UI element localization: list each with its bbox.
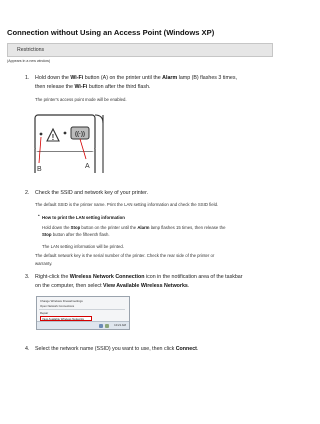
wireless-network-icon[interactable]: [105, 324, 109, 328]
text-run: lamp flashes 15 times, then release the: [149, 225, 226, 230]
text-run: then release the: [35, 83, 75, 90]
step-1-number: 1.: [25, 75, 30, 81]
panel-curve: [95, 115, 103, 123]
step-1-text: [35, 74, 295, 91]
step-2-sub: The default SSID is the printer name. Print the LAN setting information and check the SSID field.: [35, 202, 219, 207]
page-title: Connection without Using an Access Point (Windows XP): [7, 28, 215, 37]
restrictions-button[interactable]: [7, 43, 273, 57]
stop-label: Stop: [70, 225, 81, 230]
step-4-text: [35, 345, 198, 354]
step-1-line-1: [35, 74, 295, 83]
taskbar: [37, 321, 129, 329]
panel-bottom-edge: [35, 149, 95, 151]
alarm-lamp: [40, 133, 43, 136]
menu-item-network-connections[interactable]: Open Network Connections: [40, 304, 75, 308]
wifi-label: Wi-Fi: [70, 75, 84, 81]
label-a: A: [85, 163, 90, 170]
step-1-sub: The printer's access point mode will be enabled.: [35, 97, 127, 102]
lan-info-instructions: [42, 224, 292, 238]
text-run: icon in the notification area of the taskbar: [144, 274, 243, 280]
text-run: button after the fifteenth flash.: [51, 232, 110, 237]
text-run: button (A) on the printer until the: [83, 75, 163, 81]
step-3-line-1: [35, 273, 295, 282]
text-run: Hold down the: [35, 75, 71, 81]
step-2-number: 2.: [25, 190, 30, 196]
connect-label: Connect: [175, 346, 197, 352]
step-3-line-2: [35, 282, 295, 291]
alarm-label: Alarm: [162, 75, 178, 81]
text-run: on the computer, then select: [35, 282, 104, 289]
text-run: Right-click the: [35, 274, 70, 280]
wireless-connection-label: Wireless Network Connection: [69, 274, 145, 280]
tray-clock: 10:21 AM: [114, 323, 126, 327]
text-run: Select the network name (SSID) you want to use, then click: [35, 346, 176, 352]
text-run: .: [187, 282, 190, 289]
lan-info-line-1: [42, 224, 292, 231]
text-run: .: [196, 346, 199, 352]
wifi-icon: ((·)): [75, 131, 85, 138]
lan-info-line-2: [42, 231, 292, 238]
text-run: button after the third flash.: [87, 83, 151, 90]
new-window-note: (Appears in a new window): [7, 59, 51, 63]
text-run: Hold down the: [42, 225, 71, 230]
menu-item-repair[interactable]: Repair: [40, 311, 49, 315]
network-tray-icon[interactable]: [99, 324, 103, 328]
wifi-lamp: [64, 132, 67, 135]
text-run: lamp (B) flashes 3 times,: [177, 75, 237, 81]
step-1-line-2: [35, 83, 295, 92]
bullet-dot: •: [38, 214, 40, 219]
wifi-label: Wi-Fi: [74, 83, 88, 90]
step-4-number: 4.: [25, 346, 30, 352]
step-3-text: [35, 273, 295, 290]
printer-panel-diagram: [33, 113, 119, 177]
stop-label: Stop: [42, 232, 52, 237]
network-key-note-1: The default network key is the serial number of the printer. Check the rear side of the printer or: [35, 253, 215, 258]
text-run: button on the printer until the: [80, 225, 138, 230]
lan-info-link[interactable]: How to print the LAN setting information: [42, 215, 125, 220]
alarm-label: Alarm: [137, 225, 150, 230]
lan-info-result: The LAN setting information will be printed.: [42, 244, 124, 249]
restrictions-label: Restrictions: [17, 47, 45, 53]
menu-item-view-networks[interactable]: View Available Wireless Networks: [40, 316, 92, 321]
network-key-note-2: warranty.: [35, 261, 53, 266]
menu-separator: [39, 309, 125, 310]
context-menu-screenshot: [36, 296, 130, 330]
menu-item-firewall[interactable]: Change Windows Firewall settings: [40, 299, 83, 303]
step-3-number: 3.: [25, 274, 30, 280]
view-networks-label: View Available Wireless Networks: [103, 282, 188, 289]
label-b: B: [37, 166, 42, 173]
step-2-text: Check the SSID and network key of your printer.: [35, 190, 149, 196]
warning-glyph: !: [51, 133, 55, 142]
